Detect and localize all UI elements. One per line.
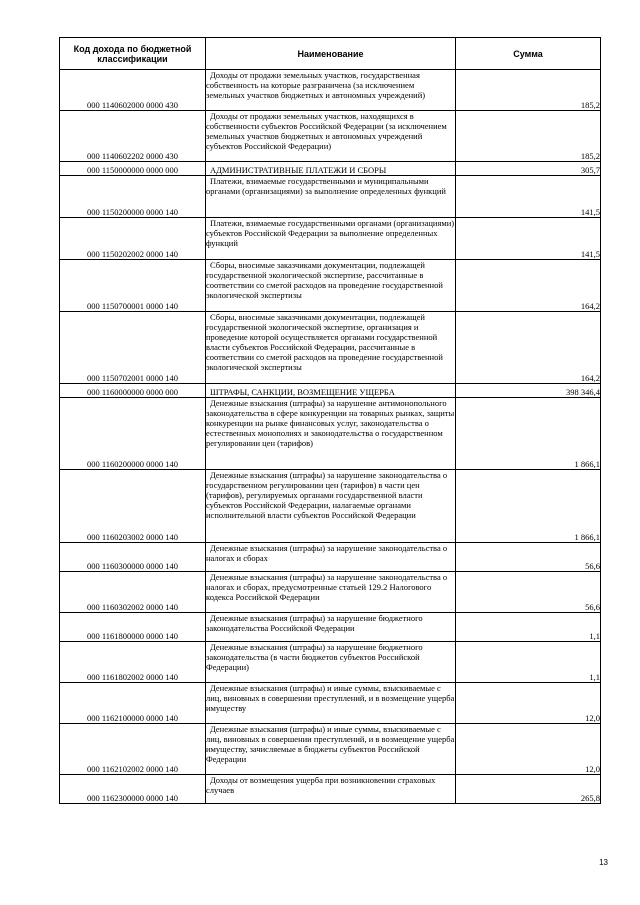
row-sum: 1,1 — [456, 613, 601, 642]
table-row — [60, 218, 601, 260]
row-name: Сборы, вносимые заказчиками документации, подлежащей государственной экологической экспертизе, рассчитанные в соответствии со сметой расходов на проведение государственной экологической экспертизы — [206, 260, 456, 312]
row-code: 000 1160200000 0000 140 — [60, 398, 206, 470]
row-name: Доходы от возмещения ущерба при возникновении страховых случаев — [206, 775, 456, 804]
row-sum: 1 866,1 — [456, 470, 601, 543]
budget-revenue-table — [59, 37, 601, 804]
row-code: 000 1150702001 0000 140 — [60, 312, 206, 384]
row-code: 000 1160203002 0000 140 — [60, 470, 206, 543]
row-code: 000 1161800000 0000 140 — [60, 613, 206, 642]
table-row — [60, 724, 601, 775]
row-name: Платежи, взимаемые государственными и муниципальными органами (организациями) за выполнение определенных функций — [206, 176, 456, 218]
table-row — [60, 613, 601, 642]
row-name: АДМИНИСТРАТИВНЫЕ ПЛАТЕЖИ И СБОРЫ — [206, 162, 456, 176]
row-name: Сборы, вносимые заказчиками документации, подлежащей государственной экологической экспертизе, организация и проведение которой осуществляется органами государственной власти субъектов Российской Федерации, рассчитанные в соответствии со сметой расходов на проведение государственной экологической экспертизы — [206, 312, 456, 384]
row-name: Денежные взыскания (штрафы) за нарушение законодательства о налогах и сборах — [206, 543, 456, 572]
table-row — [60, 398, 601, 470]
row-sum: 56,6 — [456, 543, 601, 572]
header-code: Код дохода по бюджетной классификации — [60, 38, 206, 70]
table-row — [60, 176, 601, 218]
table-row — [60, 543, 601, 572]
row-code: 000 1161802002 0000 140 — [60, 642, 206, 683]
row-sum: 1 866,1 — [456, 398, 601, 470]
row-name: Доходы от продажи земельных участков, государственная собственность на которые разграничена (за исключением земельных участков бюджетных и автономных учреждений) — [206, 70, 456, 111]
row-code: 000 1160300000 0000 140 — [60, 543, 206, 572]
row-sum: 185,2 — [456, 111, 601, 162]
row-sum: 12,0 — [456, 683, 601, 724]
table-row — [60, 572, 601, 613]
table-row — [60, 260, 601, 312]
row-code: 000 1150202002 0000 140 — [60, 218, 206, 260]
table-row — [60, 470, 601, 543]
row-name: Денежные взыскания (штрафы) и иные суммы, взыскиваемые с лиц, виновных в совершении преступлений, и в возмещение ущерба имуществу — [206, 683, 456, 724]
row-code: 000 1150700001 0000 140 — [60, 260, 206, 312]
page-number: 13 — [599, 858, 608, 867]
table-row — [60, 70, 601, 111]
row-name: Денежные взыскания (штрафы) за нарушение бюджетного законодательства Российской Федерации — [206, 613, 456, 642]
row-name: Денежные взыскания (штрафы) за нарушение законодательства о государственном регулировании цен (тарифов) в части цен (тарифов), регулируемых органами государственной власти субъектов Российской Федерации, налагаемые органами исполнительной власти субъектов Российской Федерации — [206, 470, 456, 543]
row-sum: 398 346,4 — [456, 384, 601, 398]
table-row — [60, 683, 601, 724]
row-sum: 12,0 — [456, 724, 601, 775]
row-code: 000 1140602000 0000 430 — [60, 70, 206, 111]
row-sum: 164,2 — [456, 312, 601, 384]
row-name: Денежные взыскания (штрафы) и иные суммы, взыскиваемые с лиц, виновных в совершении преступлений, и в возмещение ущерба имуществу, зачисляемые в бюджеты субъектов Российской Федерации — [206, 724, 456, 775]
table-row — [60, 642, 601, 683]
row-code: 000 1150200000 0000 140 — [60, 176, 206, 218]
row-name: Денежные взыскания (штрафы) за нарушение бюджетного законодательства (в части бюджетов субъектов Российской Федерации) — [206, 642, 456, 683]
row-code: 000 1160000000 0000 000 — [60, 384, 206, 398]
table-row — [60, 111, 601, 162]
row-name: ШТРАФЫ, САНКЦИИ, ВОЗМЕЩЕНИЕ УЩЕРБА — [206, 384, 456, 398]
row-sum: 56,6 — [456, 572, 601, 613]
row-code: 000 1150000000 0000 000 — [60, 162, 206, 176]
row-name: Платежи, взимаемые государственными органами (организациями) субъектов Российской Федерации за выполнение определенных функций — [206, 218, 456, 260]
row-sum: 265,8 — [456, 775, 601, 804]
row-code: 000 1160302002 0000 140 — [60, 572, 206, 613]
row-code: 000 1162300000 0000 140 — [60, 775, 206, 804]
table-row — [60, 775, 601, 804]
row-sum: 141,5 — [456, 176, 601, 218]
row-code: 000 1162102002 0000 140 — [60, 724, 206, 775]
row-sum: 305,7 — [456, 162, 601, 176]
row-sum: 164,2 — [456, 260, 601, 312]
row-sum: 141,5 — [456, 218, 601, 260]
row-code: 000 1140602202 0000 430 — [60, 111, 206, 162]
row-sum: 185,2 — [456, 70, 601, 111]
header-name: Наименование — [206, 38, 456, 70]
row-name: Денежные взыскания (штрафы) за нарушение антимонопольного законодательства в сфере конкуренции на товарных рынках, защиты конкуренции на рынке финансовых услуг, законодательства о естественных монополиях и законодательства о государственном регулировании цен (тарифов) — [206, 398, 456, 470]
row-name: Денежные взыскания (штрафы) за нарушение законодательства о налогах и сборах, предусмотренные статьей 129.2 Налогового кодекса Российской Федерации — [206, 572, 456, 613]
table-header-row — [60, 38, 601, 70]
header-sum: Сумма — [456, 38, 601, 70]
row-name: Доходы от продажи земельных участков, находящихся в собственности субъектов Российской Федерации (за исключением земельных участков бюджетных и автономных учреждений субъектов Российской Федерации) — [206, 111, 456, 162]
row-code: 000 1162100000 0000 140 — [60, 683, 206, 724]
table-row-section — [60, 162, 601, 176]
table-row-section — [60, 384, 601, 398]
row-sum: 1,1 — [456, 642, 601, 683]
table-row — [60, 312, 601, 384]
